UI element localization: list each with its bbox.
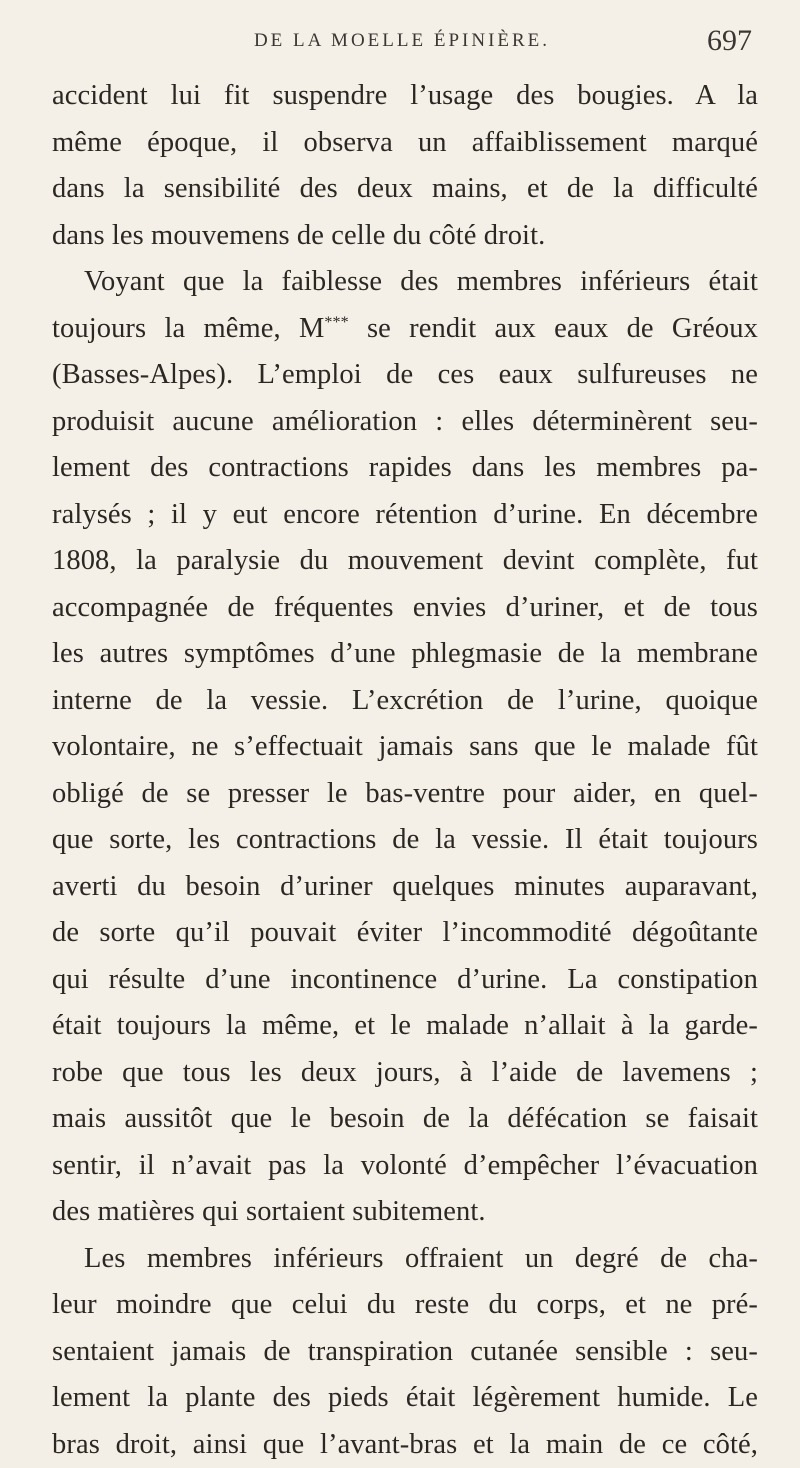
text-line: accident lui fit suspendre l’usage des bougies. A la [52, 73, 758, 120]
text-line: même époque, il observa un affaiblissement marqué [52, 120, 758, 167]
text-line: volontaire, ne s’effectuait jamais sans que le malade fût [52, 724, 758, 771]
text-line: lement des contractions rapides dans les membres pa- [52, 445, 758, 492]
paragraph-first-line: Voyant que la faiblesse des membres inférieurs était [52, 259, 758, 306]
text-line: qui résulte d’une incontinence d’urine. La constipation [52, 957, 758, 1004]
text-line: les autres symptômes d’une phlegmasie de la membrane [52, 631, 758, 678]
text-line: dans les mouvemens de celle du côté droit. [52, 213, 758, 260]
text-line: accompagnée de fréquentes envies d’uriner, et de tous [52, 585, 758, 632]
text-line: mais aussitôt que le besoin de la défécation se faisait [52, 1096, 758, 1143]
text-line: dans la sensibilité des deux mains, et de la difficulté [52, 166, 758, 213]
text-line: sentir, il n’avait pas la volonté d’empêcher l’évacuation [52, 1143, 758, 1190]
text-line: robe que tous les deux jours, à l’aide de lavemens ; [52, 1050, 758, 1097]
text-line: interne de la vessie. L’excrétion de l’urine, quoique [52, 678, 758, 725]
superscript-asterisks: *** [324, 314, 348, 331]
page-number: 697 [707, 24, 752, 58]
text-line: sentaient jamais de transpiration cutanée sensible : seu- [52, 1329, 758, 1376]
text-line: (Basses-Alpes). L’emploi de ces eaux sulfureuses ne [52, 352, 758, 399]
text-line: 1808, la paralysie du mouvement devint complète, fut [52, 538, 758, 585]
body-text [52, 73, 758, 1468]
text-line: lement la plante des pieds était légèrement humide. Le [52, 1375, 758, 1422]
text-line: toujours la même, M*** se rendit aux eaux de Gréoux [52, 306, 758, 353]
text-line: produisit aucune amélioration : elles déterminèrent seu- [52, 399, 758, 446]
text-line: des matières qui sortaient subitement. [52, 1189, 758, 1236]
running-head: DE LA MOELLE ÉPINIÈRE. [52, 30, 752, 52]
text-line: leur moindre que celui du reste du corps, et ne pré- [52, 1282, 758, 1329]
text-line: était toujours la même, et le malade n’allait à la garde- [52, 1003, 758, 1050]
page-header [52, 22, 752, 70]
text-line: de sorte qu’il pouvait éviter l’incommodité dégoûtante [52, 910, 758, 957]
text-line: que sorte, les contractions de la vessie. Il était toujours [52, 817, 758, 864]
paragraph-first-line: Les membres inférieurs offraient un degré de cha- [52, 1236, 758, 1283]
text-line: obligé de se presser le bas-ventre pour aider, en quel- [52, 771, 758, 818]
text-line: ralysés ; il y eut encore rétention d’urine. En décembre [52, 492, 758, 539]
text-line: bras droit, ainsi que l’avant-bras et la main de ce côté, [52, 1422, 758, 1468]
text-line: averti du besoin d’uriner quelques minutes auparavant, [52, 864, 758, 911]
